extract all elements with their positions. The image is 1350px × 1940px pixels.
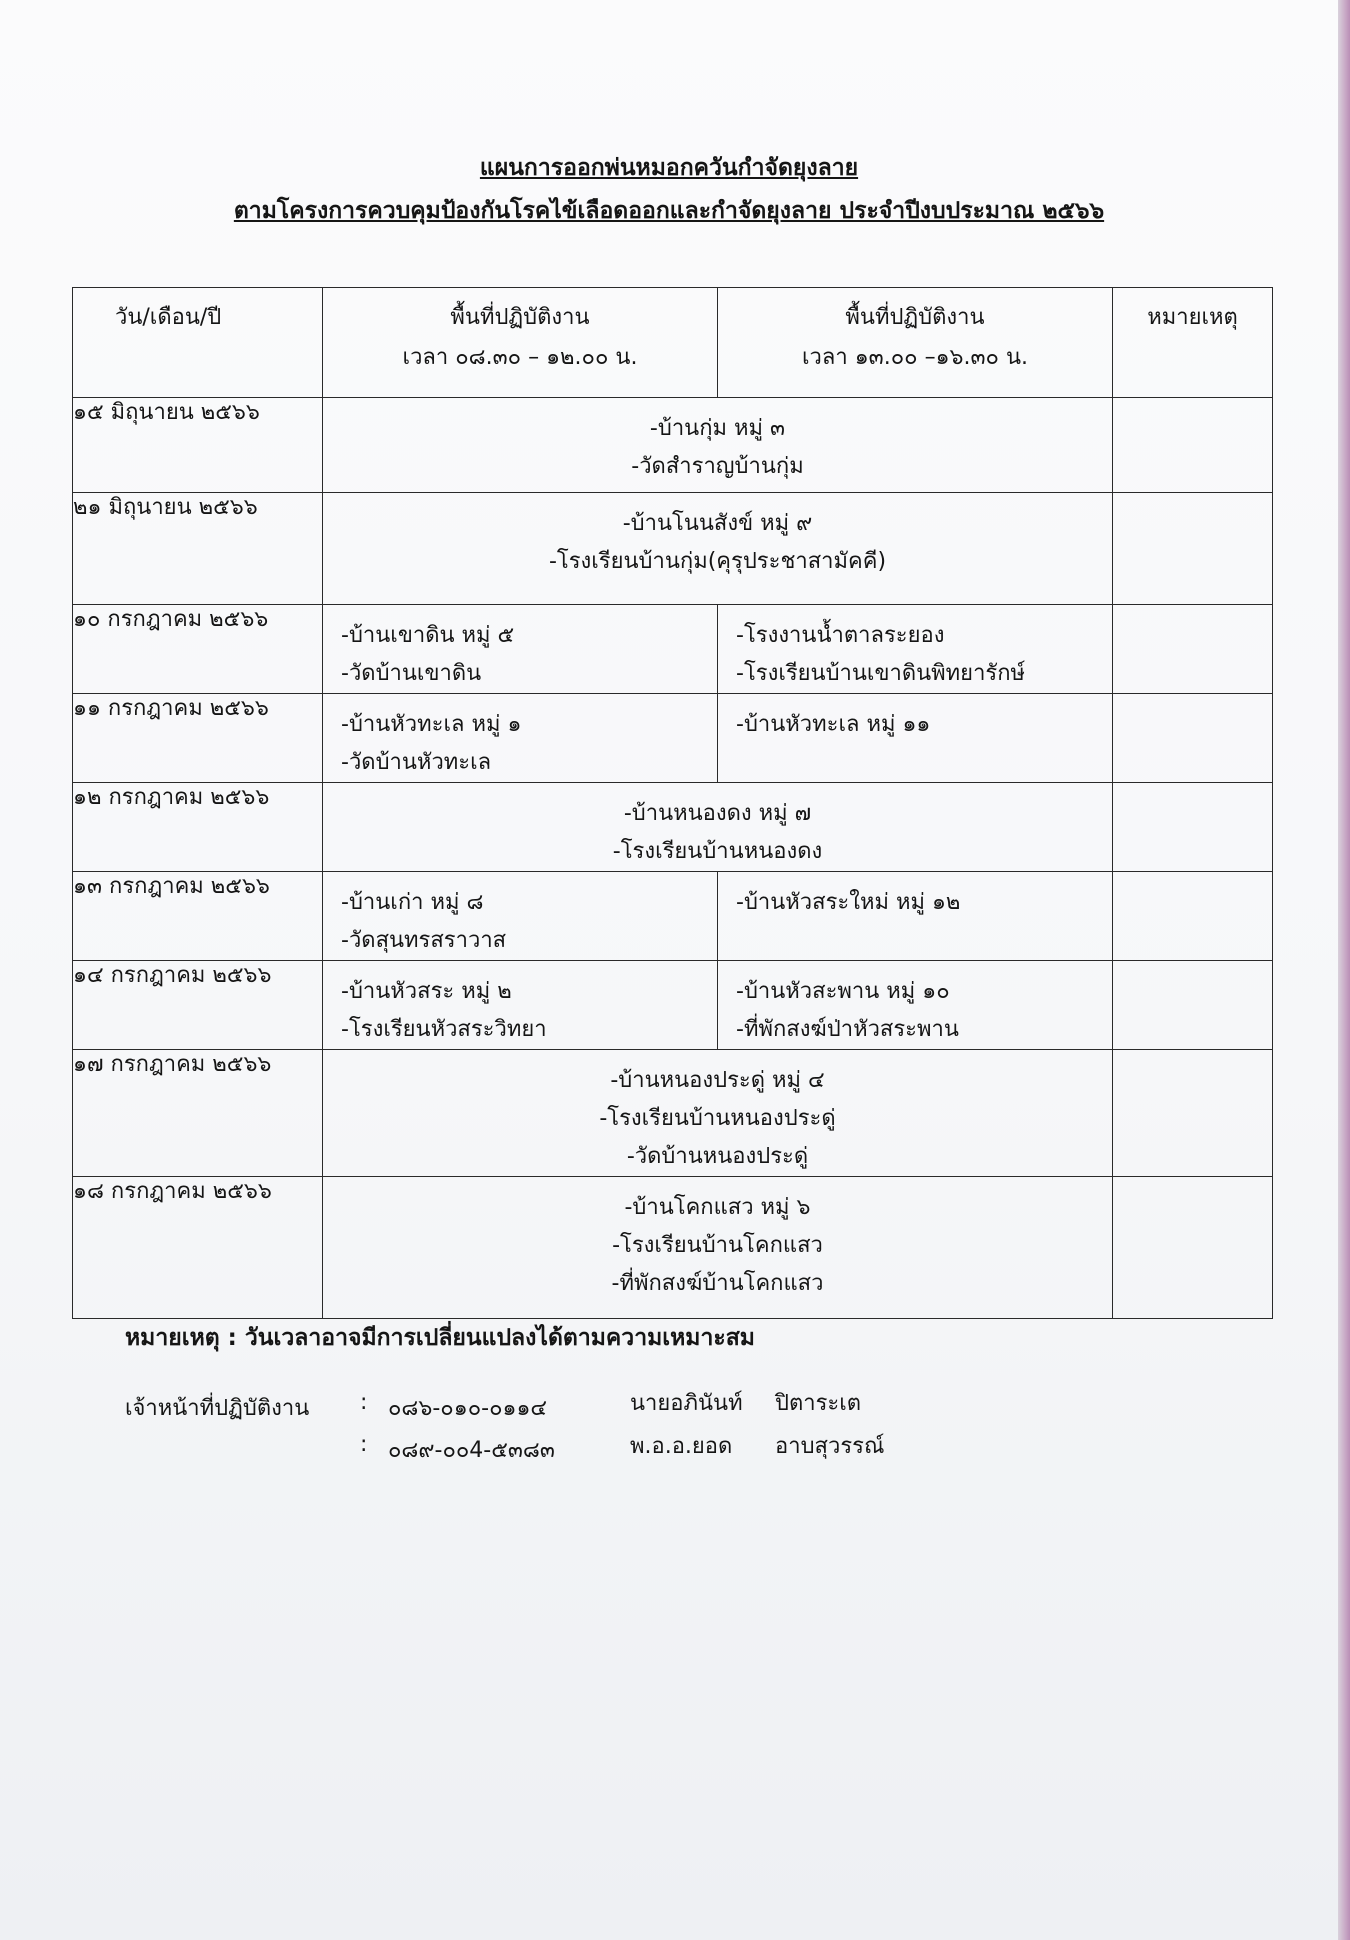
row-afternoon-area — [718, 605, 1113, 694]
table-row — [73, 872, 1273, 961]
area-item: -บ้านกุ่ม หมู่ ๓ — [649, 416, 786, 441]
header-morning-area: พื้นที่ปฏิบัติงาน — [450, 305, 590, 330]
area-item: -โรงเรียนบ้านหนองดง — [612, 839, 823, 864]
row-morning-area — [323, 605, 718, 694]
header-afternoon-area: พื้นที่ปฏิบัติงาน — [845, 305, 985, 330]
row-date: ๑๕ มิถุนายน ๒๕๖๖ — [73, 398, 323, 493]
row-note — [1113, 872, 1273, 961]
row-date: ๑๐ กรกฎาคม ๒๕๖๖ — [73, 605, 323, 694]
row-note — [1113, 1177, 1273, 1319]
row-note — [1113, 1050, 1273, 1177]
document-title: แผนการออกพ่นหมอกควันกำจัดยุงลาย — [479, 155, 859, 181]
row-note — [1113, 694, 1273, 783]
row-date: ๑๘ กรกฎาคม ๒๕๖๖ — [73, 1177, 323, 1319]
table-row — [73, 1050, 1273, 1177]
row-date: ๑๒ กรกฎาคม ๒๕๖๖ — [73, 783, 323, 872]
area-item: -โรงเรียนบ้านกุ่ม(คุรุประชาสามัคคี) — [548, 549, 887, 574]
row-afternoon-area — [718, 872, 1113, 961]
staff-label: เจ้าหน้าที่ปฏิบัติงาน — [125, 1396, 310, 1421]
table-row — [73, 493, 1273, 605]
area-item: -บ้านหัวสระ หมู่ ๒ — [341, 979, 512, 1004]
staff-phone: ๐๘๙-๐๐4-๕๓๘๓ — [388, 1438, 555, 1463]
table-row — [73, 961, 1273, 1050]
row-all-day-area — [323, 1177, 1113, 1319]
area-item: -วัดสุนทรสราวาส — [341, 928, 507, 953]
row-note — [1113, 398, 1273, 493]
area-item: -บ้านหนองประดู่ หมู่ ๔ — [610, 1068, 825, 1093]
staff-name: พ.อ.อ.ยอด — [630, 1434, 733, 1459]
table-header-row — [73, 288, 1273, 398]
staff-surname: ปิตาระเต — [775, 1391, 862, 1416]
table-row — [73, 1177, 1273, 1319]
row-morning-area — [323, 694, 718, 783]
area-item: -บ้านโนนสังข์ หมู่ ๙ — [622, 511, 813, 536]
colon: : — [360, 1390, 368, 1415]
area-item: -ที่พักสงฆ์ป่าหัวสระพาน — [736, 1017, 959, 1042]
area-item: -ที่พักสงฆ์บ้านโคกแสว — [611, 1271, 824, 1296]
row-note — [1113, 605, 1273, 694]
area-item: -บ้านเก่า หมู่ ๘ — [341, 890, 484, 915]
area-item: -บ้านหัวทะเล หมู่ ๑๑ — [736, 712, 931, 737]
header-morning — [323, 288, 718, 398]
area-item: -บ้านหัวสระใหม่ หมู่ ๑๒ — [736, 890, 961, 915]
row-afternoon-area — [718, 961, 1113, 1050]
table-row — [73, 694, 1273, 783]
area-item: -บ้านหัวทะเล หมู่ ๑ — [341, 712, 522, 737]
area-item: -บ้านโคกแสว หมู่ ๖ — [624, 1195, 811, 1220]
area-item: -วัดบ้านเขาดิน — [341, 661, 482, 686]
row-all-day-area — [323, 493, 1113, 605]
row-date: ๑๓ กรกฎาคม ๒๕๖๖ — [73, 872, 323, 961]
page-edge — [1338, 0, 1350, 1940]
area-item: -บ้านหนองดง หมู่ ๗ — [623, 801, 812, 826]
area-item: -บ้านหัวสะพาน หมู่ ๑๐ — [736, 979, 950, 1004]
area-item: -โรงเรียนบ้านโคกแสว — [612, 1233, 823, 1258]
row-date: ๑๑ กรกฎาคม ๒๕๖๖ — [73, 694, 323, 783]
area-item: -โรงงานน้ำตาลระยอง — [736, 623, 945, 648]
area-item: -บ้านเขาดิน หมู่ ๕ — [341, 623, 515, 648]
row-note — [1113, 961, 1273, 1050]
document-subtitle: ตามโครงการควบคุมป้องกันโรคไข้เลือดออกและกำจัดยุงลาย ประจำปีงบประมาณ ๒๕๖๖ — [233, 198, 1105, 224]
staff-name: นายอภินันท์ — [630, 1391, 743, 1416]
header-afternoon-time: เวลา ๑๓.๐๐ –๑๖.๓๐ น. — [802, 345, 1028, 370]
schedule-table — [72, 287, 1273, 1319]
header-date: วัน/เดือน/ปี — [73, 288, 323, 398]
area-item: -โรงเรียนบ้านเขาดินพิทยารักษ์ — [736, 661, 1026, 686]
row-all-day-area — [323, 1050, 1113, 1177]
staff-phone: ๐๘๖-๐๑๐-๐๑๑๔ — [388, 1396, 548, 1421]
table-row — [73, 398, 1273, 493]
colon: : — [360, 1432, 368, 1457]
header-note: หมายเหตุ — [1113, 288, 1273, 398]
table-row — [73, 783, 1273, 872]
header-afternoon — [718, 288, 1113, 398]
row-morning-area — [323, 961, 718, 1050]
staff-surname: อาบสุวรรณ์ — [775, 1434, 885, 1459]
area-item: -วัดบ้านหัวทะเล — [341, 750, 492, 775]
area-item: -โรงเรียนหัวสระวิทยา — [341, 1017, 547, 1042]
footer-note: หมายเหตุ : วันเวลาอาจมีการเปลี่ยนแปลงได้ตามความเหมาะสม — [125, 1325, 755, 1351]
area-item: -วัดสำราญบ้านกุ่ม — [631, 454, 804, 479]
row-date: ๑๔ กรกฎาคม ๒๕๖๖ — [73, 961, 323, 1050]
row-date: ๒๑ มิถุนายน ๒๕๖๖ — [73, 493, 323, 605]
row-note — [1113, 783, 1273, 872]
row-afternoon-area — [718, 694, 1113, 783]
row-morning-area — [323, 872, 718, 961]
row-all-day-area — [323, 783, 1113, 872]
row-note — [1113, 493, 1273, 605]
area-item: -โรงเรียนบ้านหนองประดู่ — [599, 1106, 836, 1131]
row-date: ๑๗ กรกฎาคม ๒๕๖๖ — [73, 1050, 323, 1177]
table-row — [73, 605, 1273, 694]
header-morning-time: เวลา ๐๘.๓๐ – ๑๒.๐๐ น. — [402, 345, 638, 370]
row-all-day-area — [323, 398, 1113, 493]
area-item: -วัดบ้านหนองประดู่ — [626, 1144, 809, 1169]
